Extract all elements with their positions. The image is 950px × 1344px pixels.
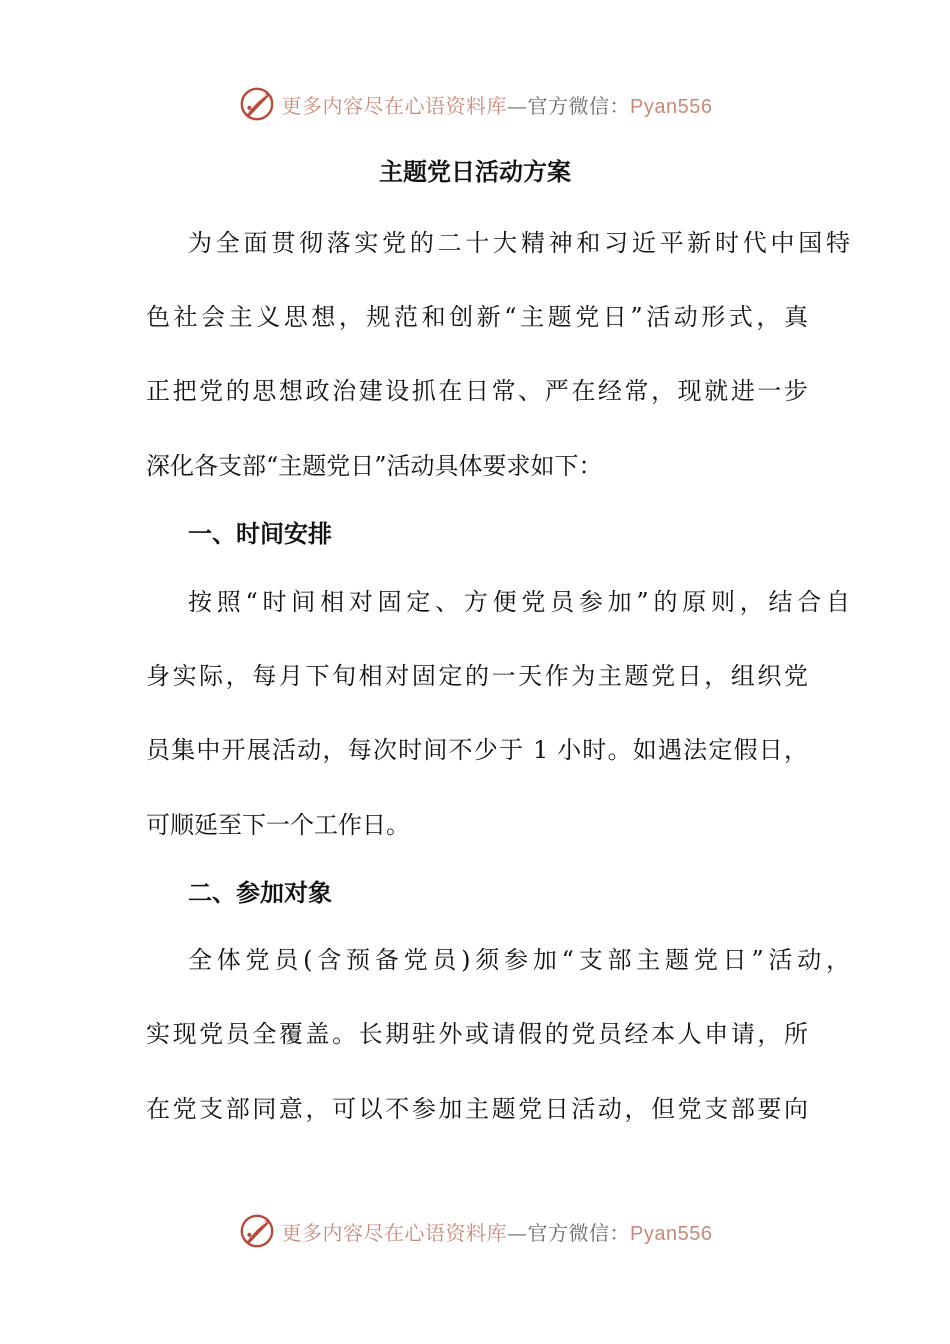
section-heading-participants: 二、参加对象 <box>188 879 332 907</box>
header-banner-main: 更多内容尽在心语资料库 <box>281 93 508 118</box>
body-line: 正把党的思想政治建设抓在日常、严在经常，现就进一步 <box>146 377 808 405</box>
body-line: 为全面贯彻落实党的二十大精神和习近平新时代中国特 <box>188 229 850 257</box>
footer-banner-text <box>282 1217 713 1246</box>
footer-wechat-label: 官方微信： <box>527 1220 631 1245</box>
body-line: 全体党员(含预备党员)须参加“支部主题党日”活动， <box>188 946 850 974</box>
body-line: 实现党员全覆盖。长期驻外或请假的党员经本人申请，所 <box>146 1020 808 1048</box>
header-banner <box>0 82 950 126</box>
body-line: 身实际，每月下旬相对固定的一天作为主题党日，组织党 <box>146 662 808 690</box>
footer-wechat-id: Pyan556 <box>630 1222 713 1245</box>
footer-banner-main: 更多内容尽在心语资料库 <box>281 1220 508 1245</box>
body-line: 在党支部同意，可以不参加主题党日活动，但党支部要向 <box>146 1095 808 1123</box>
body-line: 可顺延至下一个工作日。 <box>146 811 410 839</box>
quill-logo-icon <box>238 85 276 123</box>
quill-logo-icon <box>238 1212 276 1250</box>
header-wechat-label: 官方微信： <box>527 93 631 118</box>
footer-banner <box>0 1209 950 1253</box>
body-line: 色社会主义思想，规范和创新“主题党日”活动形式，真 <box>146 303 808 331</box>
section-heading-time: 一、时间安排 <box>188 520 332 548</box>
body-line: 员集中开展活动，每次时间不少于 1 小时。如遇法定假日， <box>146 736 808 764</box>
body-line: 深化各支部“主题党日”活动具体要求如下： <box>146 452 603 480</box>
header-banner-dash: — <box>507 93 528 118</box>
header-banner-text <box>282 90 713 119</box>
body-line: 按照“时间相对固定、方便党员参加”的原则，结合自 <box>188 588 850 616</box>
document-title: 主题党日活动方案 <box>379 158 571 186</box>
footer-banner-dash: — <box>507 1220 528 1245</box>
header-wechat-id: Pyan556 <box>630 95 713 118</box>
